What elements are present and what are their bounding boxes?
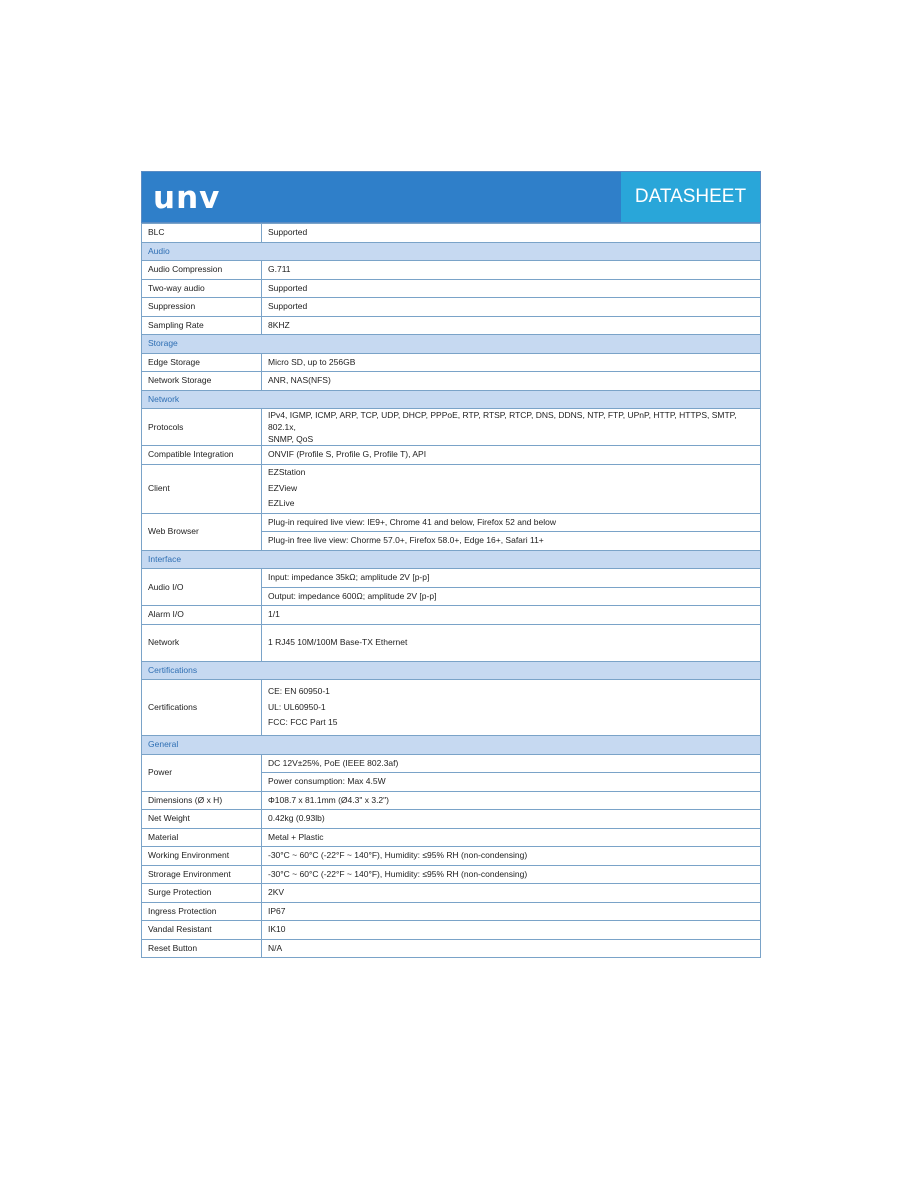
row-value: Plug-in required live view: IE9+, Chrome 41 and below, Firefox 52 and below [262, 513, 761, 532]
table-row [142, 865, 761, 884]
section-title: General [142, 736, 761, 755]
datasheet-tag: DATASHEET [621, 172, 760, 222]
section-title: Certifications [142, 661, 761, 680]
table-row [142, 513, 761, 532]
row-value: 2KV [262, 884, 761, 903]
table-row [142, 828, 761, 847]
row-label: Network [142, 624, 262, 661]
row-value: -30°C ~ 60°C (-22°F ~ 140°F), Humidity: ≤95% RH (non-condensing) [262, 847, 761, 866]
table-row [142, 279, 761, 298]
client-item: EZLive [268, 498, 295, 509]
table-row [142, 810, 761, 829]
cert-item: FCC: FCC Part 15 [268, 717, 338, 728]
row-label: Certifications [142, 680, 262, 736]
row-value: Supported [262, 224, 761, 243]
client-item: EZView [268, 482, 298, 493]
section-title: Storage [142, 335, 761, 354]
row-label: Client [142, 464, 262, 513]
row-value: Supported [262, 279, 761, 298]
section-title: Network [142, 390, 761, 409]
row-label: Vandal Resistant [142, 921, 262, 940]
table-row [142, 884, 761, 903]
row-label: Two-way audio [142, 279, 262, 298]
table-row [142, 791, 761, 810]
row-label: Power [142, 754, 262, 791]
table-row [142, 261, 761, 280]
row-value: 0.42kg (0.93lb) [262, 810, 761, 829]
table-row [142, 353, 761, 372]
header-banner [141, 171, 761, 223]
table-row [142, 754, 761, 773]
section-header [142, 242, 761, 261]
table-row [142, 316, 761, 335]
row-label: Working Environment [142, 847, 262, 866]
row-value: IK10 [262, 921, 761, 940]
section-header [142, 661, 761, 680]
row-value: Plug-in free live view: Chorme 57.0+, Firefox 58.0+, Edge 16+, Safari 11+ [262, 532, 761, 551]
section-header [142, 736, 761, 755]
row-value: -30°C ~ 60°C (-22°F ~ 140°F), Humidity: ≤95% RH (non-condensing) [262, 865, 761, 884]
row-value [262, 464, 761, 513]
row-value: IP67 [262, 902, 761, 921]
unv-logo: unv [153, 180, 221, 216]
row-label: Compatible Integration [142, 446, 262, 465]
row-value: ONVIF (Profile S, Profile G, Profile T), API [262, 446, 761, 465]
table-row [142, 464, 761, 513]
row-label: Ingress Protection [142, 902, 262, 921]
row-value: Φ108.7 x 81.1mm (Ø4.3" x 3.2") [262, 791, 761, 810]
row-label: Strorage Environment [142, 865, 262, 884]
table-row [142, 569, 761, 588]
table-row [142, 409, 761, 446]
protocols-line: IPv4, IGMP, ICMP, ARP, TCP, UDP, DHCP, PPPoE, RTP, RTSP, RTCP, DNS, DDNS, NTP, FTP, UPnP, HTTP, HTTPS, SMTP, 802.1x, [268, 410, 737, 432]
row-label: Network Storage [142, 372, 262, 391]
table-row [142, 847, 761, 866]
row-label: Reset Button [142, 939, 262, 958]
row-label: Suppression [142, 298, 262, 317]
row-value: 1 RJ45 10M/100M Base-TX Ethernet [262, 624, 761, 661]
row-value: 8KHZ [262, 316, 761, 335]
row-value: Input: impedance 35kΩ; amplitude 2V [p-p] [262, 569, 761, 588]
table-row [142, 224, 761, 243]
cert-item: UL: UL60950-1 [268, 701, 326, 712]
row-label: Audio I/O [142, 569, 262, 606]
row-value: N/A [262, 939, 761, 958]
section-header [142, 335, 761, 354]
spec-table [141, 223, 761, 958]
row-label: BLC [142, 224, 262, 243]
section-header [142, 390, 761, 409]
row-label: Audio Compression [142, 261, 262, 280]
cert-item: CE: EN 60950-1 [268, 686, 330, 697]
row-value: Micro SD, up to 256GB [262, 353, 761, 372]
table-row [142, 624, 761, 661]
table-row [142, 606, 761, 625]
row-label: Sampling Rate [142, 316, 262, 335]
row-value: 1/1 [262, 606, 761, 625]
row-label: Alarm I/O [142, 606, 262, 625]
table-row [142, 939, 761, 958]
datasheet [141, 171, 761, 958]
table-row [142, 921, 761, 940]
protocols-line: SNMP, QoS [268, 434, 314, 444]
row-value: Power consumption: Max 4.5W [262, 773, 761, 792]
row-label: Net Weight [142, 810, 262, 829]
row-value: ANR, NAS(NFS) [262, 372, 761, 391]
table-row [142, 372, 761, 391]
table-row [142, 298, 761, 317]
row-value [262, 680, 761, 736]
client-item: EZStation [268, 467, 306, 478]
row-label: Dimensions (Ø x H) [142, 791, 262, 810]
row-label: Protocols [142, 409, 262, 446]
row-label: Material [142, 828, 262, 847]
row-value: DC 12V±25%, PoE (IEEE 802.3af) [262, 754, 761, 773]
section-header [142, 550, 761, 569]
row-value: G.711 [262, 261, 761, 280]
row-value: Supported [262, 298, 761, 317]
row-label: Edge Storage [142, 353, 262, 372]
row-label: Surge Protection [142, 884, 262, 903]
section-title: Audio [142, 242, 761, 261]
row-value: Metal + Plastic [262, 828, 761, 847]
row-label: Web Browser [142, 513, 262, 550]
table-row [142, 446, 761, 465]
row-value: Output: impedance 600Ω; amplitude 2V [p-p] [262, 587, 761, 606]
row-value [262, 409, 761, 446]
table-row [142, 680, 761, 736]
section-title: Interface [142, 550, 761, 569]
table-row [142, 902, 761, 921]
